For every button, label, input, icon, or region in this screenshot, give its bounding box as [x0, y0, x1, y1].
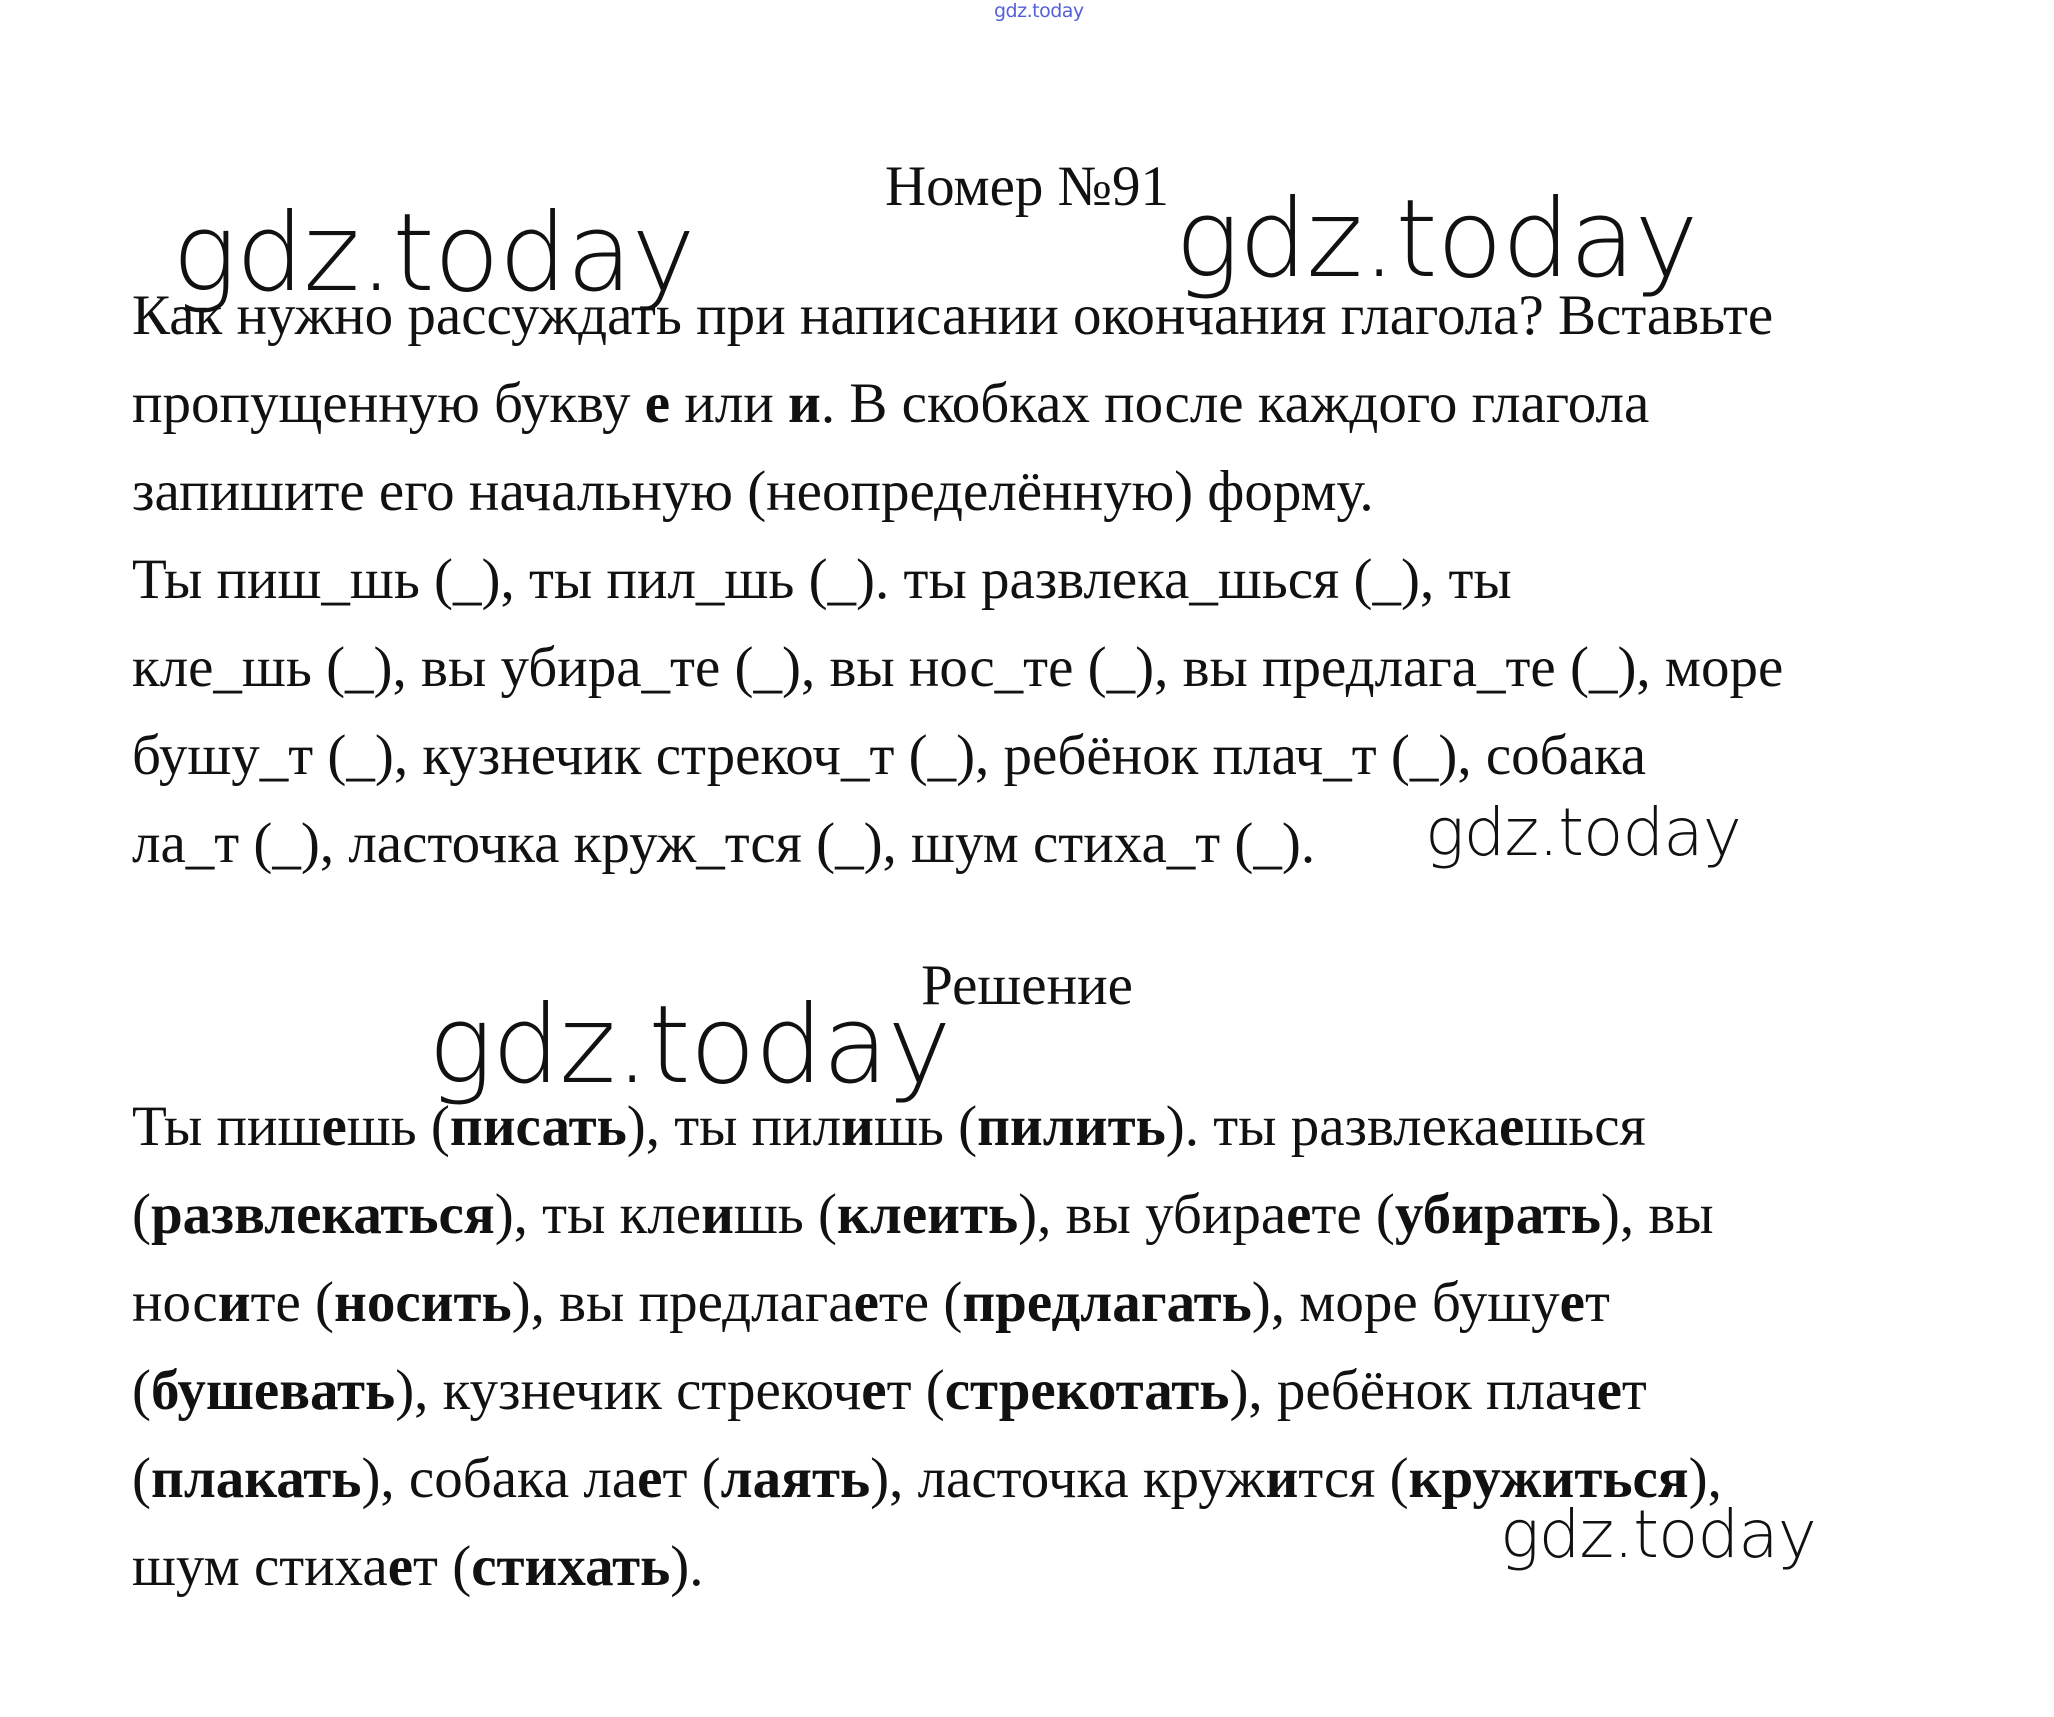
- bold-segment: и: [701, 1183, 734, 1246]
- bold-segment: клеить: [837, 1183, 1019, 1246]
- bold-segment: и: [788, 372, 821, 435]
- text-line: Ты пишешь (писать), ты пилишь (пилить). ты развлекаешься: [132, 1095, 1646, 1158]
- bold-segment: и: [217, 1271, 251, 1334]
- watermark: gdz.today: [1175, 177, 1698, 302]
- solution-title: Решение: [921, 954, 1133, 1017]
- bold-segment: и: [841, 1095, 874, 1158]
- bold-segment: лаять: [720, 1447, 871, 1510]
- text-line: Ты пиш_шь (_), ты пил_шь (_). ты развлека_шься (_), ты: [132, 548, 1512, 611]
- bold-segment: е: [853, 1271, 879, 1334]
- bold-segment: е: [644, 372, 671, 435]
- bold-segment: кружиться: [1408, 1447, 1689, 1510]
- text-line: (плакать), собака лает (лаять), ласточка кружится (кружиться),: [132, 1447, 1722, 1510]
- text-line: шум стихает (стихать).: [132, 1535, 704, 1598]
- text-line: запишите его начальную (неопределённую) форму.: [132, 460, 1374, 523]
- bold-segment: предлагать: [962, 1271, 1252, 1334]
- bold-segment: е: [1559, 1271, 1585, 1334]
- bold-segment: стихать: [471, 1535, 671, 1598]
- task-title: Номер №91: [884, 155, 1170, 218]
- bold-segment: плакать: [150, 1447, 362, 1510]
- header-watermark: gdz.today: [994, 0, 1084, 22]
- bold-segment: е: [387, 1535, 414, 1598]
- bold-segment: е: [1596, 1359, 1622, 1422]
- watermark: gdz.today: [428, 983, 951, 1108]
- text-line: бушу_т (_), кузнечик стрекоч_т (_), ребёнок плач_т (_), собака: [132, 724, 1647, 787]
- bold-segment: е: [321, 1095, 347, 1158]
- bold-segment: е: [1286, 1183, 1312, 1246]
- bold-segment: развлекаться: [150, 1183, 495, 1246]
- text-line: Как нужно рассуждать при написании окончания глагола? Вставьте: [132, 284, 1774, 347]
- bold-segment: стрекотать: [944, 1359, 1230, 1422]
- bold-segment: е: [637, 1447, 663, 1510]
- bold-segment: е: [861, 1359, 887, 1422]
- text-line: (развлекаться), ты клеишь (клеить), вы убираете (убирать), вы: [132, 1183, 1714, 1246]
- bold-segment: носить: [334, 1271, 512, 1334]
- text-line: пропущенную букву е или и. В скобках после каждого глагола: [132, 372, 1650, 435]
- bold-segment: убирать: [1394, 1183, 1601, 1246]
- watermark: gdz.today: [1425, 794, 1741, 871]
- text-line: кле_шь (_), вы убира_те (_), вы нос_те (_), вы предлага_те (_), море: [132, 636, 1784, 699]
- text-line: ла_т (_), ласточка круж_тся (_), шум стиха_т (_).: [132, 812, 1316, 875]
- bold-segment: е: [1499, 1095, 1525, 1158]
- bold-segment: и: [1265, 1447, 1299, 1510]
- watermark: gdz.today: [1500, 1496, 1816, 1573]
- text-line: (бушевать), кузнечик стрекочет (стрекотать), ребёнок плачет: [132, 1359, 1647, 1422]
- text-line: носите (носить), вы предлагаете (предлагать), море бушует: [132, 1271, 1610, 1334]
- bold-segment: бушевать: [150, 1359, 396, 1422]
- bold-segment: писать: [449, 1095, 627, 1158]
- watermark: gdz.today: [172, 191, 695, 316]
- bold-segment: пилить: [977, 1095, 1166, 1158]
